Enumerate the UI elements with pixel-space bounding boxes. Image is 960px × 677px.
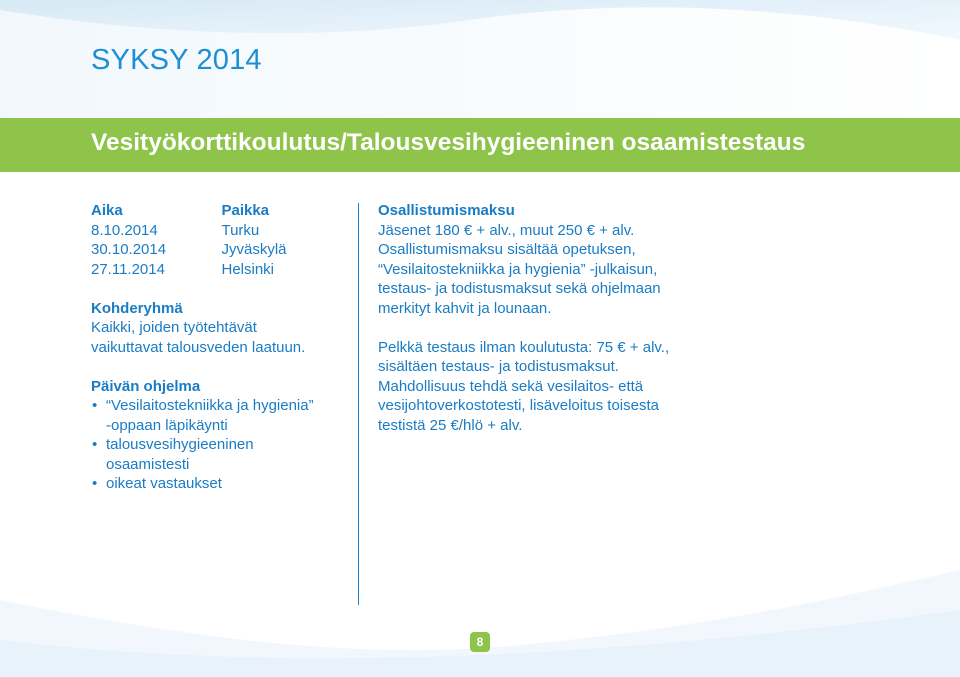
schedule-row <box>91 260 341 280</box>
bullet-icon: • <box>92 475 98 492</box>
fee-line: “Vesilaitostekniikka ja hygienia” -julkaisun, <box>378 260 658 278</box>
target-group-heading: Kohderyhmä <box>91 299 183 317</box>
schedule-place: Helsinki <box>221 260 274 278</box>
schedule-header <box>91 201 341 221</box>
date-heading: Aika <box>91 202 123 219</box>
program-item <box>91 474 341 494</box>
fee-line: merkityt kahvit ja lounaan. <box>378 299 552 317</box>
program-item-line: -oppaan läpikäynti <box>106 416 228 434</box>
left-column <box>91 201 341 494</box>
fee-line: sisältäen testaus- ja todistusmaksut. <box>378 358 619 375</box>
fee-line: Mahdollisuus tehdä sekä vesilaitos- että <box>378 377 644 395</box>
bullet-icon: • <box>92 397 98 414</box>
fee-line: Pelkkä testaus ilman koulutusta: 75 € + alv., <box>378 338 670 356</box>
program-list <box>91 396 341 494</box>
bullet-icon: • <box>92 436 98 453</box>
schedule-date: 27.11.2014 <box>91 260 165 278</box>
program-item-line: talousvesihygieeninen <box>106 436 254 453</box>
course-banner <box>0 118 960 172</box>
schedule-row <box>91 240 341 260</box>
fee-heading: Osallistumismaksu <box>378 202 515 219</box>
target-group-line: vaikuttavat talousveden laatuun. <box>91 338 306 356</box>
program-item <box>91 435 341 474</box>
page-number-badge: 8 <box>470 632 490 652</box>
course-title: Vesityökorttikoulutus/Talousvesihygieeninen osaamistestaus <box>91 129 806 156</box>
schedule-date: 8.10.2014 <box>91 221 158 239</box>
program-item-line: oikeat vastaukset <box>106 475 222 492</box>
fee-line: testistä 25 €/hlö + alv. <box>378 416 523 434</box>
place-heading: Paikka <box>221 202 270 219</box>
schedule-place: Turku <box>221 221 260 239</box>
schedule-place: Jyväskylä <box>221 241 287 258</box>
program-item-line: osaamistesti <box>106 455 190 473</box>
fee-line: Jäsenet 180 € + alv., muut 250 € + alv. <box>378 221 635 239</box>
program-item <box>91 396 341 435</box>
page-title: SYKSY 2014 <box>91 44 262 76</box>
target-group-line: Kaikki, joiden työtehtävät <box>91 319 257 336</box>
fee-line: Osallistumismaksu sisältää opetuksen, <box>378 241 636 258</box>
program-heading: Päivän ohjelma <box>91 377 201 395</box>
column-divider <box>358 203 359 605</box>
program-item-line: “Vesilaitostekniikka ja hygienia” <box>106 397 314 414</box>
fee-line: testaus- ja todistusmaksut sekä ohjelmaan <box>378 280 661 297</box>
schedule-row <box>91 221 341 241</box>
schedule-date: 30.10.2014 <box>91 241 167 258</box>
fee-line: vesijohtoverkostotesti, lisäveloitus toisesta <box>378 397 659 414</box>
right-column <box>378 201 723 435</box>
